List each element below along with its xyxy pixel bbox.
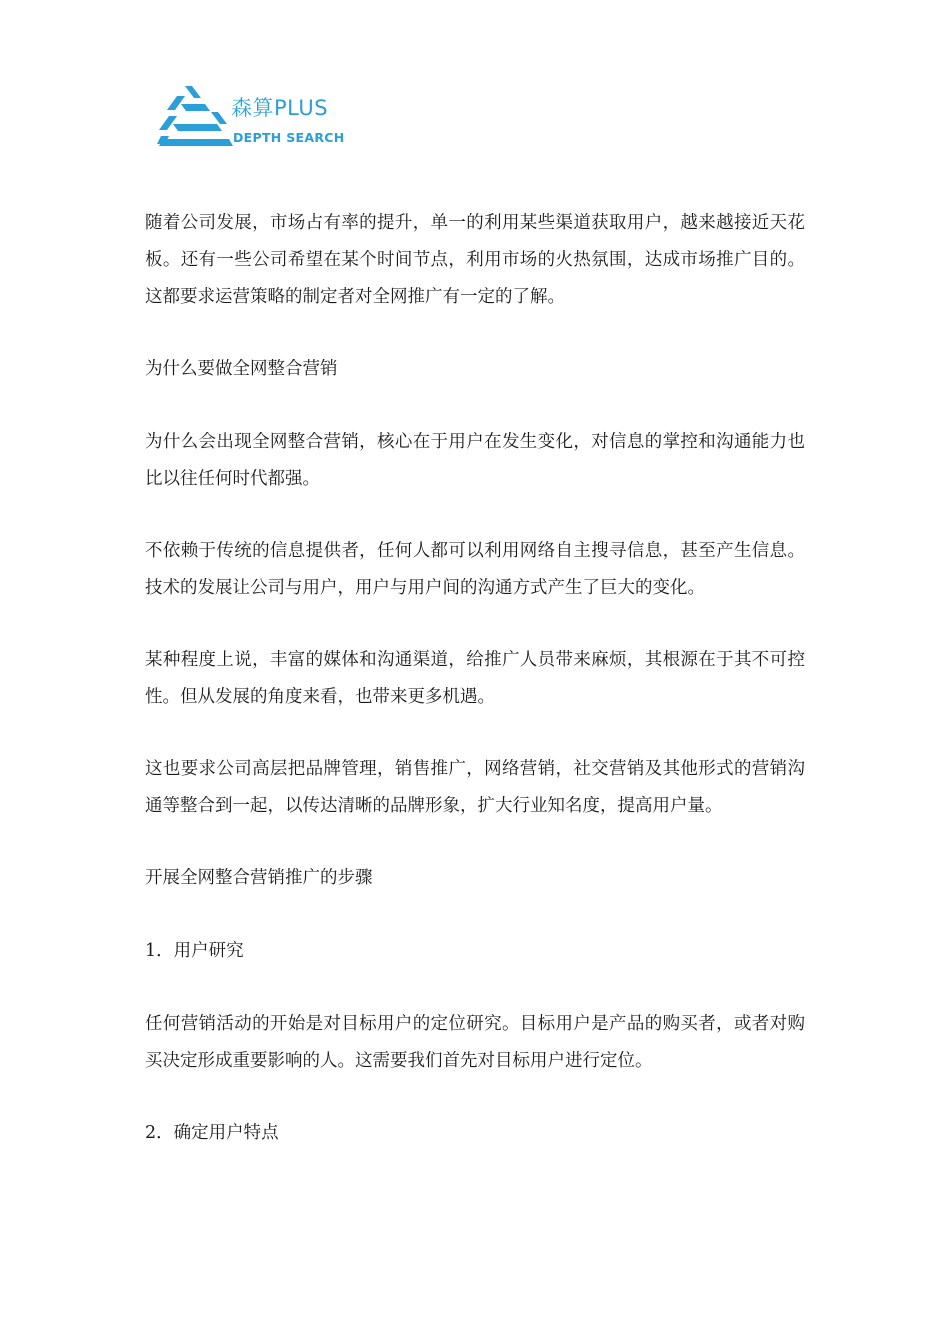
brand-logo	[155, 84, 345, 154]
step-heading-1: 1．用户研究	[145, 941, 244, 961]
paragraph-integration: 这也要求公司高层把品牌管理，销售推广，网络营销，社交营销及其他形式的营销沟通等整合到一起，以传达清晰的品牌形象，扩大行业知名度，提高用户量。	[145, 759, 805, 816]
article-body	[145, 205, 805, 1188]
step-heading-2: 2．确定用户特点	[145, 1123, 279, 1143]
paragraph-intro: 随着公司发展，市场占有率的提升，单一的利用某些渠道获取用户，越来越接近天花板。还有一些公司希望在某个时间节点，利用市场的火热氛围，达成市场推广目的。这都要求运营策略的制定者对全网推广有一定的了解。	[145, 213, 805, 307]
triangle-s-logo-icon	[155, 84, 233, 150]
section-heading-steps: 开展全网整合营销推广的步骤	[145, 868, 373, 888]
logo-subtitle: DEPTH SEARCH	[233, 130, 345, 145]
section-heading-why: 为什么要做全网整合营销	[145, 359, 338, 379]
paragraph-step-1: 任何营销活动的开始是对目标用户的定位研究。目标用户是产品的购买者，或者对购买决定形成重要影响的人。这需要我们首先对目标用户进行定位。	[145, 1014, 805, 1071]
logo-title: 森算PLUS	[231, 96, 329, 120]
paragraph-why: 为什么会出现全网整合营销，核心在于用户在发生变化，对信息的掌控和沟通能力也比以往任何时代都强。	[145, 432, 805, 489]
paragraph-independence: 不依赖于传统的信息提供者，任何人都可以利用网络自主搜寻信息，甚至产生信息。技术的发展让公司与用户，用户与用户间的沟通方式产生了巨大的变化。	[145, 541, 805, 598]
paragraph-media: 某种程度上说，丰富的媒体和沟通渠道，给推广人员带来麻烦，其根源在于其不可控性。但从发展的角度来看，也带来更多机遇。	[145, 650, 805, 707]
